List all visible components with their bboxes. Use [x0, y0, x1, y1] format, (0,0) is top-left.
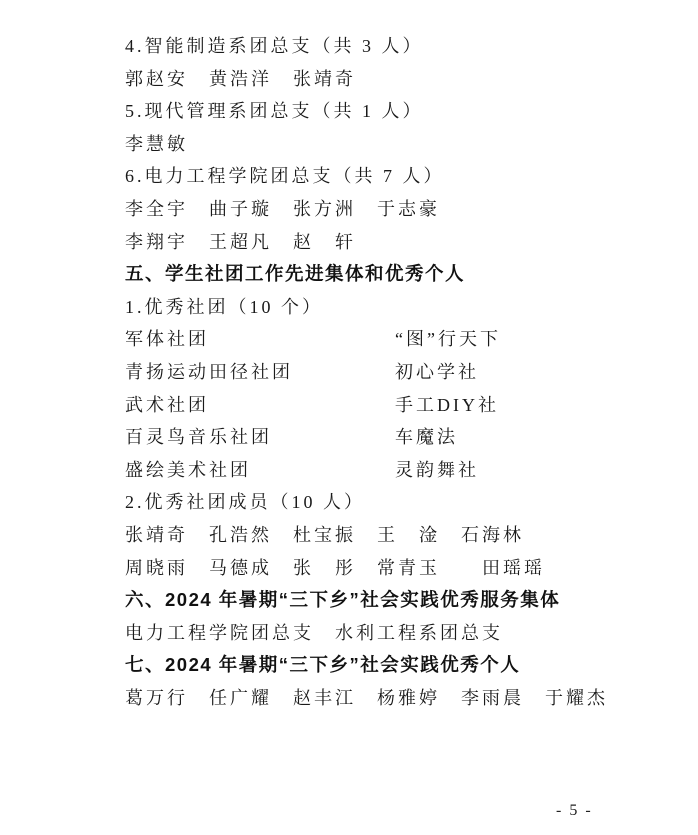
club-row [125, 454, 587, 487]
club-row [125, 421, 587, 454]
award-item-title: 1.优秀社团（10 个） [125, 296, 323, 317]
section-heading-six: 六、2024 年暑期“三下乡”社会实践优秀服务集体 [125, 589, 561, 611]
award-names-row: 张靖奇 孔浩然 杜宝振 王 淦 石海林 [125, 524, 524, 545]
club-name-right: 初心学社 [395, 361, 479, 382]
award-names-row: 李全宇 曲子璇 张方洲 于志豪 [125, 198, 440, 219]
award-names-row: 电力工程学院团总支 水利工程系团总支 [125, 622, 503, 643]
club-row [125, 323, 587, 356]
club-name-right: “图”行天下 [395, 329, 501, 350]
club-name-left: 军体社团 [125, 329, 209, 350]
club-row [125, 356, 587, 389]
section-heading-five: 五、学生社团工作先进集体和优秀个人 [125, 263, 466, 285]
award-names-row: 郭赵安 黄浩洋 张靖奇 [125, 68, 356, 89]
award-item-title: 4.智能制造系团总支（共 3 人） [125, 36, 424, 56]
document-content [125, 30, 608, 714]
section-heading-seven: 七、2024 年暑期“三下乡”社会实践优秀个人 [125, 654, 521, 676]
page-number: - 5 - [556, 802, 593, 819]
club-name-left: 百灵鸟音乐社团 [125, 427, 272, 448]
club-name-right: 灵韵舞社 [395, 459, 479, 480]
award-names-row: 李翔宇 王超凡 赵 轩 [125, 231, 356, 252]
club-name-left: 武术社团 [125, 394, 209, 415]
award-names-row: 李慧敏 [125, 133, 188, 154]
club-name-left: 青扬运动田径社团 [125, 361, 293, 382]
award-item-title: 5.现代管理系团总支（共 1 人） [125, 101, 424, 122]
award-item-title: 2.优秀社团成员（10 人） [125, 492, 365, 513]
award-names-row: 周晓雨 马德成 张 彤 常青玉 田瑶瑶 [125, 557, 545, 578]
club-name-left: 盛绘美术社团 [125, 459, 251, 480]
club-name-right: 车魔法 [395, 427, 458, 448]
club-name-right: 手工DIY社 [395, 394, 499, 415]
award-item-title: 6.电力工程学院团总支（共 7 人） [125, 166, 445, 187]
award-names-row: 葛万行 任广耀 赵丰江 杨雅婷 李雨晨 于耀杰 [125, 687, 608, 708]
club-row [125, 389, 587, 422]
